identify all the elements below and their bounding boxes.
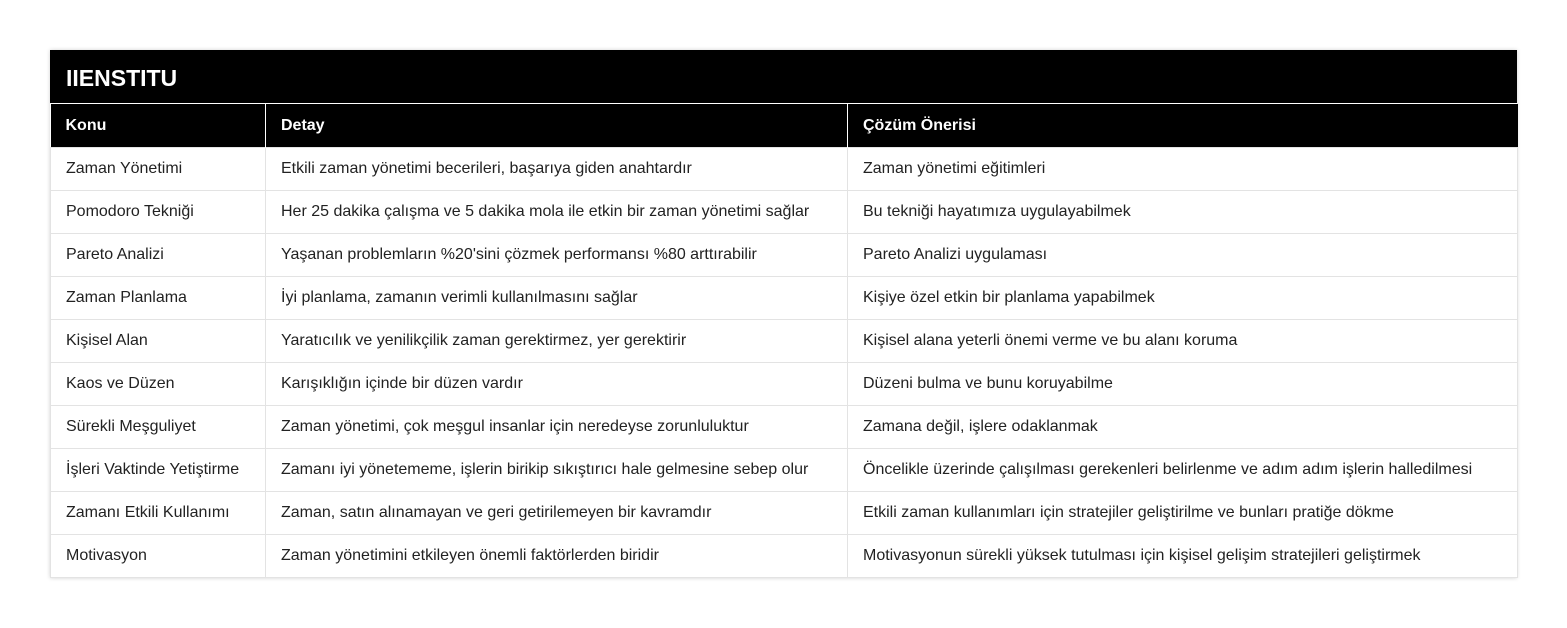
cell-konu: Zamanı Etkili Kullanımı xyxy=(51,492,266,535)
table-title: IIENSTITU xyxy=(50,50,1517,104)
column-header-cozum-onerisi: Çözüm Önerisi xyxy=(848,104,1518,148)
cell-konu: Motivasyon xyxy=(51,535,266,578)
table-body xyxy=(51,148,1518,578)
table-row xyxy=(51,277,1518,320)
cell-cozum: Zaman yönetimi eğitimleri xyxy=(848,148,1518,191)
cell-konu: Sürekli Meşguliyet xyxy=(51,406,266,449)
cell-cozum: Düzeni bulma ve bunu koruyabilme xyxy=(848,363,1518,406)
table-row xyxy=(51,320,1518,363)
cell-cozum: Etkili zaman kullanımları için stratejiler geliştirilme ve bunları pratiğe dökme xyxy=(848,492,1518,535)
table-row xyxy=(51,234,1518,277)
cell-detay: Yaratıcılık ve yenilikçilik zaman gerektirmez, yer gerektirir xyxy=(266,320,848,363)
table-row xyxy=(51,449,1518,492)
data-table xyxy=(50,104,1518,578)
cell-detay: Her 25 dakika çalışma ve 5 dakika mola ile etkin bir zaman yönetimi sağlar xyxy=(266,191,848,234)
header-row xyxy=(51,104,1518,148)
cell-cozum: Pareto Analizi uygulaması xyxy=(848,234,1518,277)
cell-cozum: Kişiye özel etkin bir planlama yapabilmek xyxy=(848,277,1518,320)
column-header-detay: Detay xyxy=(266,104,848,148)
cell-konu: Pomodoro Tekniği xyxy=(51,191,266,234)
cell-detay: Zamanı iyi yönetememe, işlerin birikip sıkıştırıcı hale gelmesine sebep olur xyxy=(266,449,848,492)
table-row xyxy=(51,492,1518,535)
cell-konu: Pareto Analizi xyxy=(51,234,266,277)
table-row xyxy=(51,535,1518,578)
table-header xyxy=(51,104,1518,148)
cell-cozum: Bu tekniği hayatımıza uygulayabilmek xyxy=(848,191,1518,234)
cell-konu: Zaman Planlama xyxy=(51,277,266,320)
cell-cozum: Zamana değil, işlere odaklanmak xyxy=(848,406,1518,449)
cell-detay: Zaman, satın alınamayan ve geri getirilemeyen bir kavramdır xyxy=(266,492,848,535)
cell-konu: Zaman Yönetimi xyxy=(51,148,266,191)
cell-cozum: Kişisel alana yeterli önemi verme ve bu alanı koruma xyxy=(848,320,1518,363)
cell-detay: Zaman yönetimi, çok meşgul insanlar için neredeyse zorunluluktur xyxy=(266,406,848,449)
cell-detay: Zaman yönetimini etkileyen önemli faktörlerden biridir xyxy=(266,535,848,578)
column-header-konu: Konu xyxy=(51,104,266,148)
cell-detay: Yaşanan problemların %20'sini çözmek performansı %80 arttırabilir xyxy=(266,234,848,277)
table-container xyxy=(50,50,1517,578)
cell-konu: Kişisel Alan xyxy=(51,320,266,363)
cell-detay: İyi planlama, zamanın verimli kullanılmasını sağlar xyxy=(266,277,848,320)
cell-konu: İşleri Vaktinde Yetiştirme xyxy=(51,449,266,492)
table-row xyxy=(51,406,1518,449)
cell-cozum: Öncelikle üzerinde çalışılması gerekenleri belirlenme ve adım adım işlerin halledilmesi xyxy=(848,449,1518,492)
table-row xyxy=(51,191,1518,234)
cell-detay: Etkili zaman yönetimi becerileri, başarıya giden anahtardır xyxy=(266,148,848,191)
table-row xyxy=(51,148,1518,191)
cell-cozum: Motivasyonun sürekli yüksek tutulması için kişisel gelişim stratejileri geliştirmek xyxy=(848,535,1518,578)
cell-konu: Kaos ve Düzen xyxy=(51,363,266,406)
table-row xyxy=(51,363,1518,406)
cell-detay: Karışıklığın içinde bir düzen vardır xyxy=(266,363,848,406)
